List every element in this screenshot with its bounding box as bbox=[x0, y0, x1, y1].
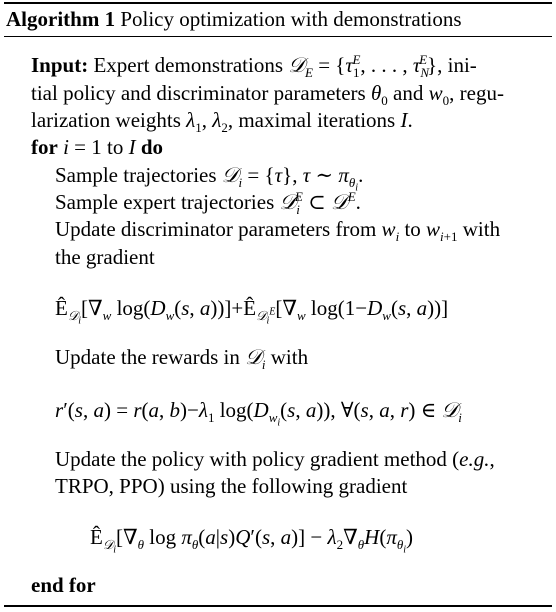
algorithm-box bbox=[4, 2, 552, 597]
do-keyword: do bbox=[140, 135, 164, 159]
end-for-keyword: end for bbox=[31, 573, 96, 597]
bottom-rule bbox=[4, 605, 552, 607]
for-keyword: for bbox=[31, 135, 58, 159]
algorithm-title: Policy optimization with demonstrations bbox=[120, 7, 462, 31]
equation-policy-gradient: $Ê_{𝒟_i}[\nabla_\theta$ $\log \pi_\theta(a|s)Q'(s$, $a)] - \lambda_2\nabla_\theta H(\pi_{\theta_i})$ bbox=[90, 525, 414, 556]
step-sample-expert: Sample expert trajectories 𝒟$_i^E$ ⊂ 𝒟$^E$. bbox=[55, 189, 361, 218]
step-update-discriminator: Update discriminator parameters from $w_i$ to $w_{i+1}$ with bbox=[55, 217, 501, 245]
input-line-2: tial policy and discriminator parameters $\theta_0$ and $w_0$, regu- bbox=[31, 81, 504, 109]
step-update-policy: Update the policy with policy gradient method (e.g., bbox=[55, 447, 495, 471]
input-line-1: Input: Expert demonstrations 𝒟$_E$ = {$\tau_1^E$, . . . , $\tau_N^E$}, ini- bbox=[31, 52, 477, 81]
step-sample-trajectories: Sample trajectories 𝒟$_i$ = {τ}, τ ∼ $\pi_{\theta_i}$. bbox=[55, 163, 364, 194]
equation-reward-update: r′(s, a) = r(a, $b)-\lambda_1$ $\log(D_{w_i}(s$, a)), ∀(s, a, r) ∈ 𝒟$_i$ bbox=[55, 398, 462, 429]
equation-discriminator-gradient: $Ê_{𝒟_i}[\nabla_w$ $\log(D_w(s$, $a))]+Ê_{𝒟_i^E}[\nabla_w$ $\log(1-D_w(s$, a))] bbox=[55, 296, 449, 327]
for-line: for i = 1 to I do bbox=[31, 135, 164, 159]
input-keyword: Input: bbox=[31, 53, 89, 77]
step-update-rewards: Update the rewards in 𝒟$_i$ with bbox=[55, 345, 309, 373]
algorithm-caption bbox=[4, 4, 552, 36]
caption-rule bbox=[4, 36, 552, 37]
algorithm-label: Algorithm 1 bbox=[6, 7, 116, 31]
step-update-policy-2: TRPO, PPO) using the following gradient bbox=[55, 474, 408, 498]
step-update-discriminator-2: the gradient bbox=[55, 245, 155, 269]
input-line-3: larization weights $\lambda_1$, $\lambda_2$, maximal iterations I. bbox=[31, 108, 413, 136]
